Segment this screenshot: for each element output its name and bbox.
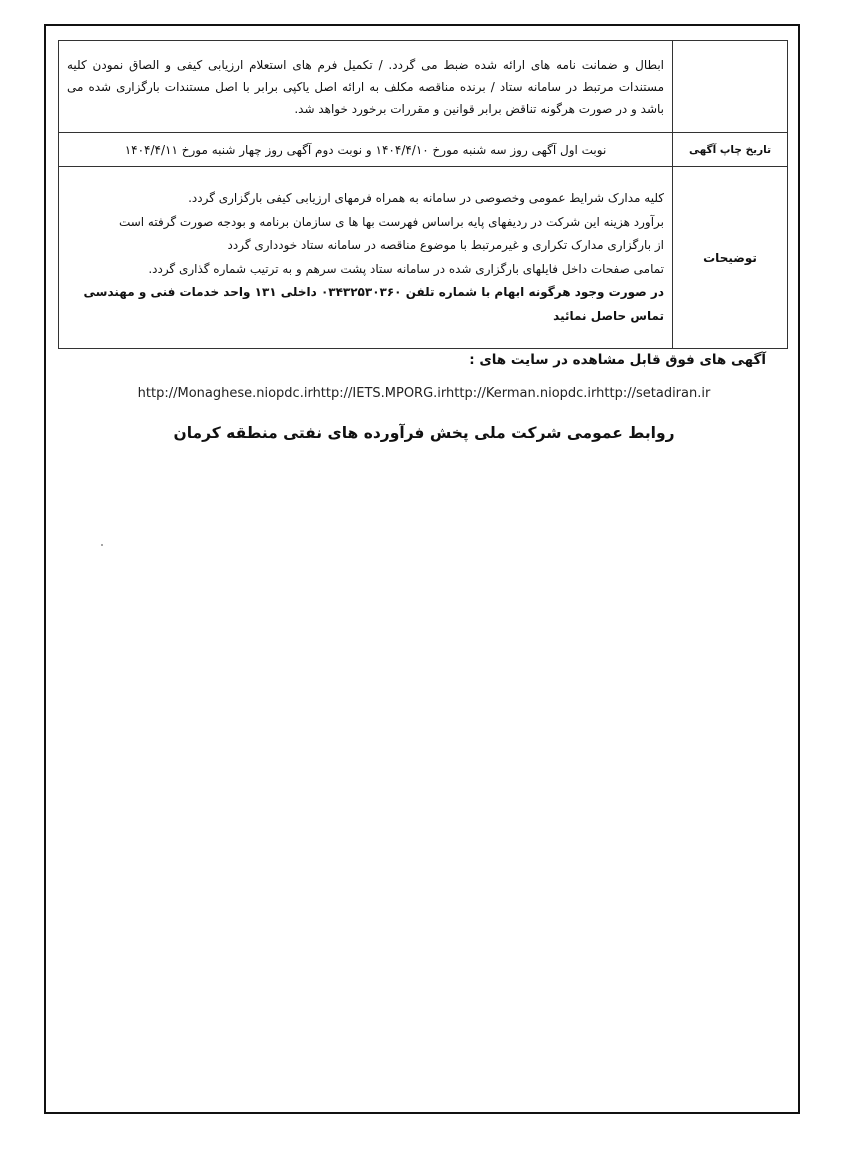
website-links[interactable]: http://Monaghese.niopdc.irhttp://IETS.MPORG.irhttp://Kerman.niopdc.irhttp://setadiran.ir [137, 386, 711, 401]
note-line: از بارگزاری مدارک تکراری و غیرمرتبط با موضوع مناقصه در سامانه ستاد خودداری گردد [227, 238, 664, 252]
table-row [59, 133, 788, 167]
penalty-text [59, 41, 673, 133]
penalty-paragraph: ابطال و ضمانت نامه های ارائه شده ضبط می گردد. / تکمیل فرم های استعلام ارزیابی کیفی و الصاق نمودن کلیه مستندات مرتبط در سامانه ستاد / برنده مناقصه مکلف به ارائه اصل یاکپی برابر با اصل مستندات بارگزاری شده می باشد و در صورت هرگونه تناقض برابر قوانین و مقررات برخورد خواهد شد. [67, 57, 664, 116]
sites-title: آگهی های فوق قابل مشاهده در سایت های : [469, 352, 766, 368]
scan-speck [101, 544, 103, 546]
print-date-paragraph: نوبت اول آگهی روز سه شنبه مورخ ۱۴۰۴/۴/۱۰ و نوبت دوم آگهی روز چهار شنبه مورخ ۱۴۰۴/۴/۱۱ [124, 142, 607, 157]
note-line: برآورد هزینه این شرکت در ردیفهای پایه براساس فهرست بها ها ی سازمان برنامه و بودجه صورت گرفته است [118, 214, 664, 229]
notes-text [59, 167, 673, 349]
note-line: کلیه مدارک شرایط عمومی وخصوصی در سامانه به همراه فرمهای ارزیابی کیفی بارگزاری گردد. [188, 191, 664, 205]
table-row [59, 167, 788, 349]
footer-signature: روابط عمومی شرکت ملی پخش فرآورده های نفتی منطقه کرمان [173, 424, 675, 442]
info-table [58, 40, 788, 349]
table-row [59, 41, 788, 133]
row-label-empty [673, 41, 788, 133]
note-line: تمامی صفحات داخل فایلهای بارگزاری شده در سامانه ستاد پشت سرهم و به ترتیب شماره گذاری گردد. [148, 261, 664, 276]
row-label-print-date: تاریخ چاپ آگهی [673, 133, 788, 167]
print-date-text [59, 133, 673, 167]
row-label-notes: توضیحات [673, 167, 788, 349]
contact-note: در صورت وجود هرگونه ابهام با شماره تلفن ۰۳۴۳۲۵۳۰۳۶۰ داخلی ۱۳۱ واحد خدمات فنی و مهندسی تماس حاصل نمائید [83, 285, 664, 323]
